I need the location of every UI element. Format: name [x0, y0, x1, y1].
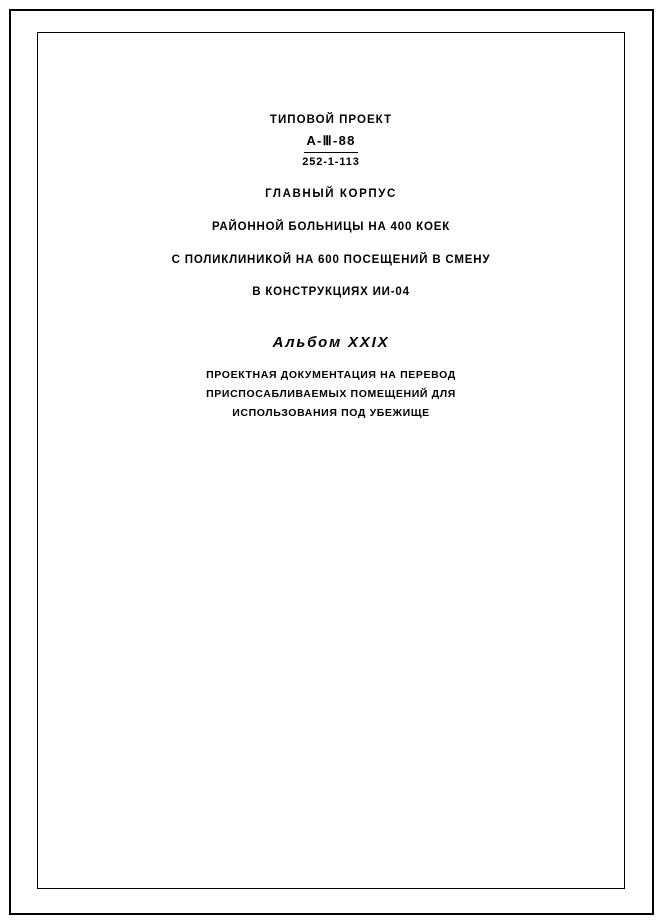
- project-header-block: [37, 112, 625, 301]
- description-line-1: РАЙОННОЙ БОЛЬНИЦЫ НА 400 КОЕК: [211, 221, 451, 234]
- album-block: [37, 332, 625, 421]
- documentation-line-2: ПРИСПОСАБЛИВАЕМЫХ ПОМЕЩЕНИЙ ДЛЯ: [206, 387, 456, 400]
- page-title: ГЛАВНЫЙ КОРПУС: [265, 188, 397, 201]
- description-line-2: С ПОЛИКЛИНИКОЙ НА 600 ПОСЕЩЕНИЙ В СМЕНУ: [171, 253, 491, 266]
- title-page-content: [37, 32, 625, 889]
- description-line-3: В КОНСТРУКЦИЯХ ИИ-04: [252, 286, 410, 299]
- project-subcode: 252-1-113: [302, 155, 360, 168]
- album-title: Альбом XXIX: [272, 334, 390, 351]
- documentation-line-3: ИСПОЛЬЗОВАНИЯ ПОД УБЕЖИЩЕ: [232, 407, 430, 420]
- project-code-group: [302, 132, 359, 171]
- project-type-label: ТИПОВОЙ ПРОЕКТ: [269, 114, 393, 126]
- project-code: А-Ⅲ-88: [304, 132, 357, 153]
- documentation-line-1: ПРОЕКТНАЯ ДОКУМЕНТАЦИЯ НА ПЕРЕВОД: [206, 368, 456, 381]
